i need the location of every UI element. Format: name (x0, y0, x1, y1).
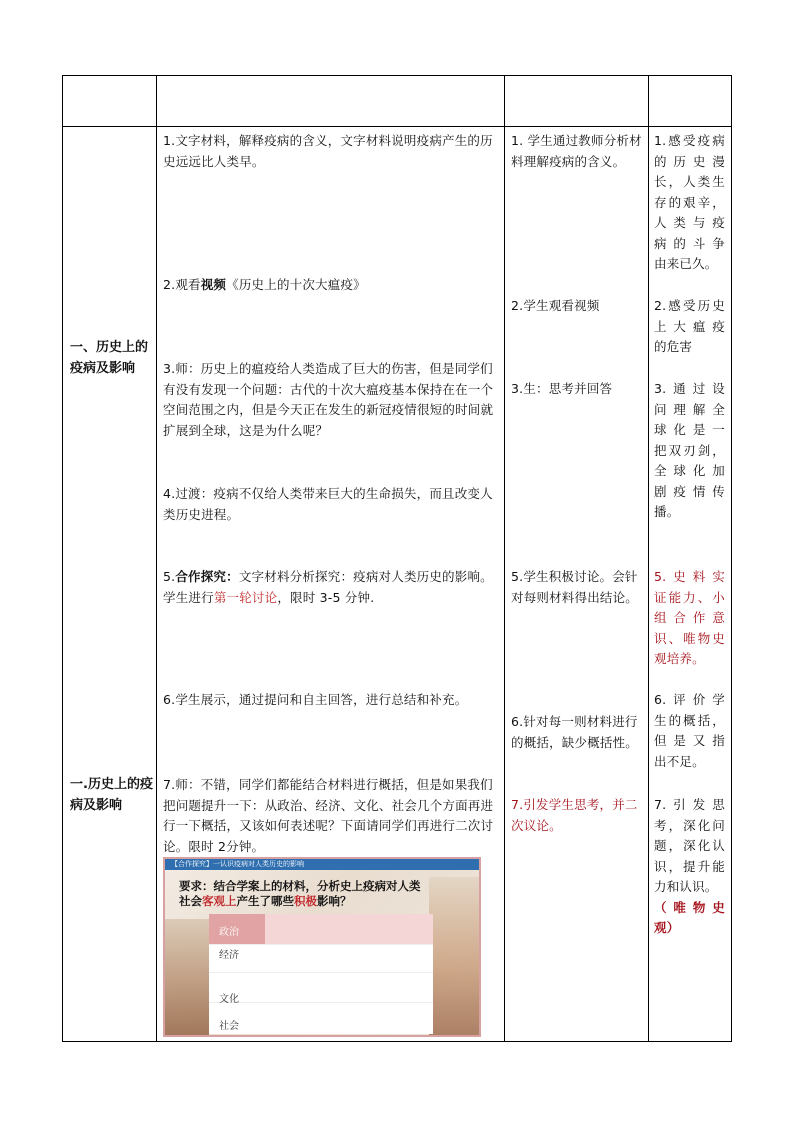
activity-2-bold: 视频 (200, 277, 227, 292)
table-border-top (62, 75, 732, 76)
slide-image (163, 857, 481, 1037)
activity-4: 4.过渡：疫病不仅给人类带来巨大的生命损失，而且改变人类历史进程。 (163, 486, 493, 522)
slide-title-line-1: 要求：结合学案上的材料，分析史上疫病对人类 (179, 879, 421, 893)
col-divider-0 (62, 75, 63, 1042)
col-divider-3 (648, 75, 649, 1042)
slide-title (179, 879, 479, 909)
section-title-1: 一、历史上的疫病及影响 (70, 340, 149, 376)
intent-7: 7.引发思 考，深化问 题，深化认 识，提升能 力和认识。 （唯物史 观） (654, 797, 725, 935)
slide-header-text: 【合作探究】一认识疫病对人类历史的影响 (171, 860, 304, 868)
activity-2-rest: 《历史上的十次大瘟疫》 (226, 277, 366, 292)
slide-title-line-2: 社会客观上产生了哪些积极影响？ (179, 894, 352, 908)
student-activity-3: 3.生：思考并回答 (511, 381, 613, 396)
activity-5-rest: ，限时 3-5 分钟. (277, 589, 375, 605)
activity-3: 3.师：历史上的瘟疫给人类造成了巨大的伤害，但是同学们有没有发现一个问题：古代的十次大瘟疫基本保持在在一个空间范围之内，但是今天正在发生的新冠疫情很短的时间就扩展到全球，这是为什么呢？ (163, 361, 494, 438)
activity-5-bold: 合作探究： (175, 569, 239, 584)
activity-6: 6.学生展示，通过提问和自主回答，进行总结和补充。 (163, 692, 468, 707)
slide-painting-left (165, 919, 209, 1037)
activity-5 (163, 567, 497, 608)
activity-2 (163, 275, 497, 296)
activity-5-prefix: 5. (163, 569, 176, 584)
slide-table (209, 914, 433, 1034)
slide-row: 文化 (209, 972, 433, 1003)
student-activity-6: 6.针对每一则材料进行的概括，缺少概括性。 (511, 714, 639, 750)
intent-6: 6.评价学 生的概括， 但是又指 出不足。 (654, 692, 725, 769)
activity-2-prefix: 2.观看 (163, 277, 201, 292)
intent-3: 3.通过设 问理解全 球化是一 把双刃剑， 全球化加 剧疫情传 播。 (654, 381, 725, 519)
student-activity-2: 2.学生观看视频 (511, 298, 600, 313)
student-activity-5: 5.学生积极讨论。会针对每则材料得出结论。 (511, 569, 639, 605)
col-divider-2 (504, 75, 505, 1042)
intent-1: 1.感受疫病 的历史漫 长，人类生 存的艰辛， 人类与疫 病的斗争 由来已久。 (654, 133, 725, 271)
slide-row: 经济 (209, 944, 433, 973)
slide-header-bar (165, 859, 479, 870)
col-divider-1 (156, 75, 157, 1042)
slide-row: 社会 (219, 1021, 239, 1032)
student-activity-7: 7.引发学生思考，并二次议论。 (511, 797, 638, 833)
slide-row: 政治 (209, 914, 433, 945)
header-row-divider (62, 126, 732, 127)
student-activity-1: 1. 学生通过教师分析材料理解疫病的含义。 (511, 133, 642, 169)
intent-2: 2.感受历史 上大瘟疫 的危害 (654, 298, 725, 354)
activity-7: 7.师：不错，同学们都能结合材料进行概括，但是如果我们把问题提升一下：从政治、经济、文化、社会几个方面再进行一下概括，又该如何表述呢？下面请同学们再进行二次讨论。限时 2分钟。 (163, 777, 494, 854)
activity-1: 1.文字材料，解释疫病的含义，文字材料说明疫病产生的历史远远比人类早。 (163, 133, 493, 169)
activity-5-red: 第一轮讨论 (213, 589, 278, 605)
section-title-2: 一.历史上的疫病及影响 (70, 777, 153, 813)
table-border-bottom (62, 1041, 732, 1042)
activity-5-mid: 文字材料分析探究：疫病对人类历史的影响。学生进行 (163, 569, 493, 605)
col-divider-4 (731, 75, 732, 1042)
intent-5: 5.史料实 证能力、小 组合作意 识、唯物史 观培养。 (654, 569, 725, 666)
